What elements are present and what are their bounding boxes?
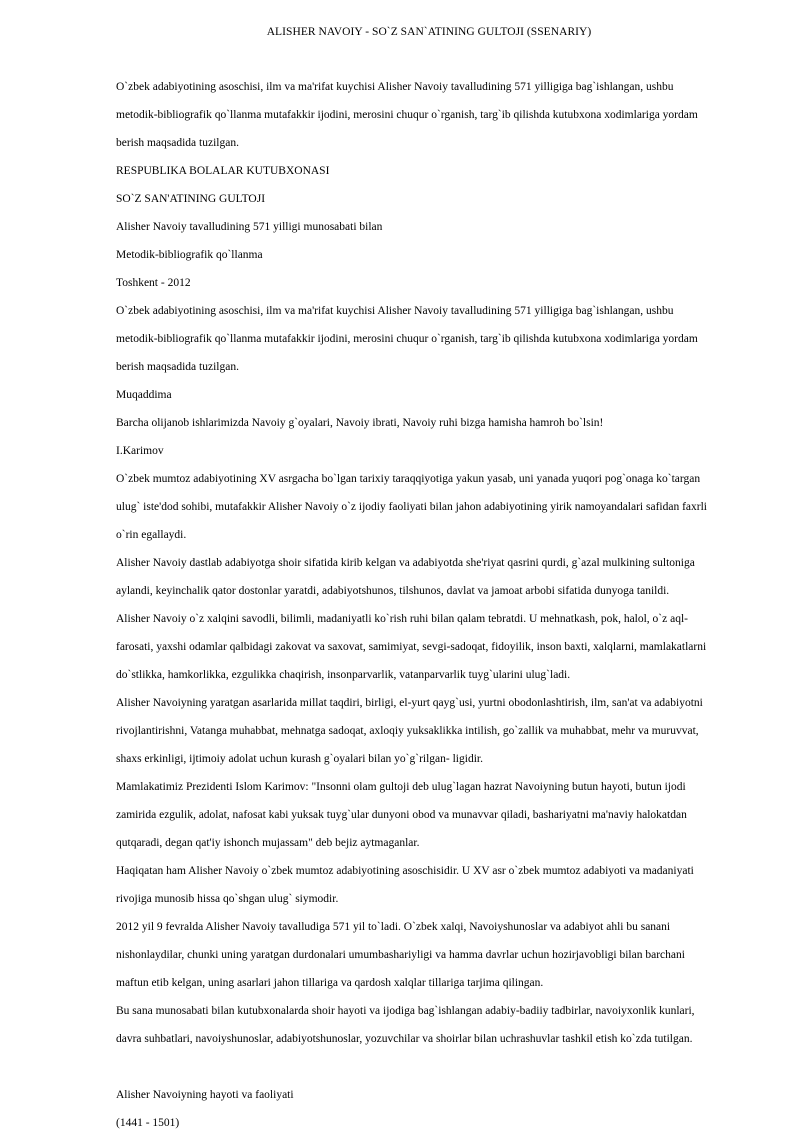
annotation-line-3: berish maqsadida tuzilgan. bbox=[116, 361, 239, 373]
paragraph-line: Mamlakatimiz Prezidenti Islom Karimov: "Insonni olam gultoji deb ulug`lagan hazrat Navoiyning butun hayoti, butun ijodi bbox=[116, 781, 686, 793]
booklet-place-year: Toshkent - 2012 bbox=[116, 277, 191, 289]
section-heading-muqaddima: Muqaddima bbox=[116, 389, 172, 401]
epigraph-quote: Barcha olijanob ishlarimizda Navoiy g`oyalari, Navoiy ibrati, Navoiy ruhi bizga hamisha hamroh bo`lsin! bbox=[116, 417, 604, 429]
paragraph-line: Alisher Navoiyning yaratgan asarlarida millat taqdiri, birligi, el-yurt qayg`usi, yurtni obodonlashtirish, ilm, san'at va adabiyotni bbox=[116, 697, 703, 709]
section-heading-biography: Alisher Navoiyning hayoti va faoliyati bbox=[116, 1089, 294, 1101]
intro-line-3: berish maqsadida tuzilgan. bbox=[116, 137, 239, 149]
paragraph-line: shaxs erkinligi, ijtimoiy adolat uchun kurash g`oyalari bilan yo`g`rilgan- ligidir. bbox=[116, 753, 483, 765]
booklet-title: SO`Z SAN'ATINING GULTOJI bbox=[116, 193, 266, 205]
paragraph-line: ulug` iste'dod sohibi, mutafakkir Alisher Navoiy o`z ijodiy faoliyati bilan jahon adabiyotining yirik namoyandalari safidan faxrli bbox=[116, 501, 707, 513]
paragraph-line: o`rin egallaydi. bbox=[116, 529, 187, 541]
annotation-line-1: O`zbek adabiyotining asoschisi, ilm va ma'rifat kuychisi Alisher Navoiy tavalludining 571 yilligiga bag`ishlangan, ushbu bbox=[116, 305, 674, 317]
paragraph-line: aylandi, keyinchalik qator dostonlar yaratdi, adabiyotshunos, tilshunos, davlat va jamoat arbobi sifatida dunyoga tanildi. bbox=[116, 585, 670, 597]
paragraph-line: farosati, yaxshi odamlar qalbidagi zakovat va saxovat, samimiyat, sevgi-sadoqat, fidoyilik, inson baxti, xalqlarni, mamlakatlarni bbox=[116, 641, 707, 653]
paragraph-line: rivojlantirishni, Vatanga muhabbat, mehnatga sadoqat, axloqiy yuksaklikka intilish, go`zallik va muhabbat, mehr va muruvvat, bbox=[116, 725, 699, 737]
paragraph-line: Alisher Navoiy dastlab adabiyotga shoir sifatida kirib kelgan va adabiyotda she'riyat qasrini qurdi, g`azal mulkining sultoniga bbox=[116, 557, 695, 569]
paragraph-line: do`stlikka, hamkorlikka, ezgulikka chaqirish, insonparvarlik, vatanparvarlik tuyg`ularini ulug`ladi. bbox=[116, 669, 571, 681]
paragraph-line: Alisher Navoiy o`z xalqini savodli, bilimli, madaniyatli ko`rish ruhi bilan qalam tebratdi. U mehnatkash, pok, halol, o`z aql- bbox=[116, 613, 688, 625]
intro-line-1: O`zbek adabiyotining asoschisi, ilm va ma'rifat kuychisi Alisher Navoiy tavalludining 571 yilligiga bag`ishlangan, ushbu bbox=[116, 81, 674, 93]
annotation-line-2: metodik-bibliografik qo`llanma mutafakkir ijodini, merosini chuqur o`rganish, targ`ib qilishda kutubxona xodimlariga yordam bbox=[116, 333, 698, 345]
paragraph-line: nishonlaydilar, chunki uning yaratgan durdonalari umumbashariyligi va hamma davrlar uchun hozirjavobligi bilan barchani bbox=[116, 949, 685, 961]
document-body bbox=[116, 73, 748, 1137]
paragraph-line: rivojiga munosib hissa qo`shgan ulug` siymodir. bbox=[116, 893, 339, 905]
epigraph-author: I.Karimov bbox=[116, 445, 164, 457]
paragraph-line: qutqaradi, degan qat'iy ishonch mujassam" deb bejiz aytmaganlar. bbox=[116, 837, 420, 849]
library-name: RESPUBLIKA BOLALAR KUTUBXONASI bbox=[116, 165, 330, 177]
paragraph-line: O`zbek mumtoz adabiyotining XV asrgacha bo`lgan tarixiy taraqqiyotiga yakun yasab, uni yanada yuqori pog`onaga ko`targan bbox=[116, 473, 701, 485]
blank-line bbox=[116, 1053, 748, 1081]
paragraph-line: Bu sana munosabati bilan kutubxonalarda shoir hayoti va ijodiga bag`ishlangan adabiy-badiiy tadbirlar, navoiyxonlik kunlari, bbox=[116, 1005, 695, 1017]
document-title: ALISHER NAVOIY - SO`Z SAN`ATINING GULTOJI (SSENARIY) bbox=[266, 26, 592, 38]
biography-years: (1441 - 1501) bbox=[116, 1117, 180, 1129]
booklet-subtitle: Alisher Navoiy tavalludining 571 yilligi munosabati bilan bbox=[116, 221, 383, 233]
intro-line-2: metodik-bibliografik qo`llanma mutafakkir ijodini, merosini chuqur o`rganish, targ`ib qilishda kutubxona xodimlariga yordam bbox=[116, 109, 698, 121]
paragraph-line: 2012 yil 9 fevralda Alisher Navoiy tavalludiga 571 yil to`ladi. O`zbek xalqi, Navoiyshunoslar va adabiyot ahli bu sanani bbox=[116, 921, 671, 933]
paragraph-line: maftun etib kelgan, uning asarlari jahon tillariga va qardosh xalqlar tillariga tarjima qilingan. bbox=[116, 977, 544, 989]
paragraph-line: davra suhbatlari, navoiyshunoslar, adabiyotshunoslar, yozuvchilar va shoirlar bilan uchrashuvlar tashkil etish ko`zda tutilgan. bbox=[116, 1033, 693, 1045]
paragraph-line: zamirida ezgulik, adolat, nafosat kabi yuksak tuyg`ular dunyoni obod va munavvar qiladi, bashariyatni ma'naviy halokatdan bbox=[116, 809, 687, 821]
booklet-type: Metodik-bibliografik qo`llanma bbox=[116, 249, 263, 261]
paragraph-line: Haqiqatan ham Alisher Navoiy o`zbek mumtoz adabiyotining asoschisidir. U XV asr o`zbek mumtoz adabiyoti va madaniyati bbox=[116, 865, 694, 877]
